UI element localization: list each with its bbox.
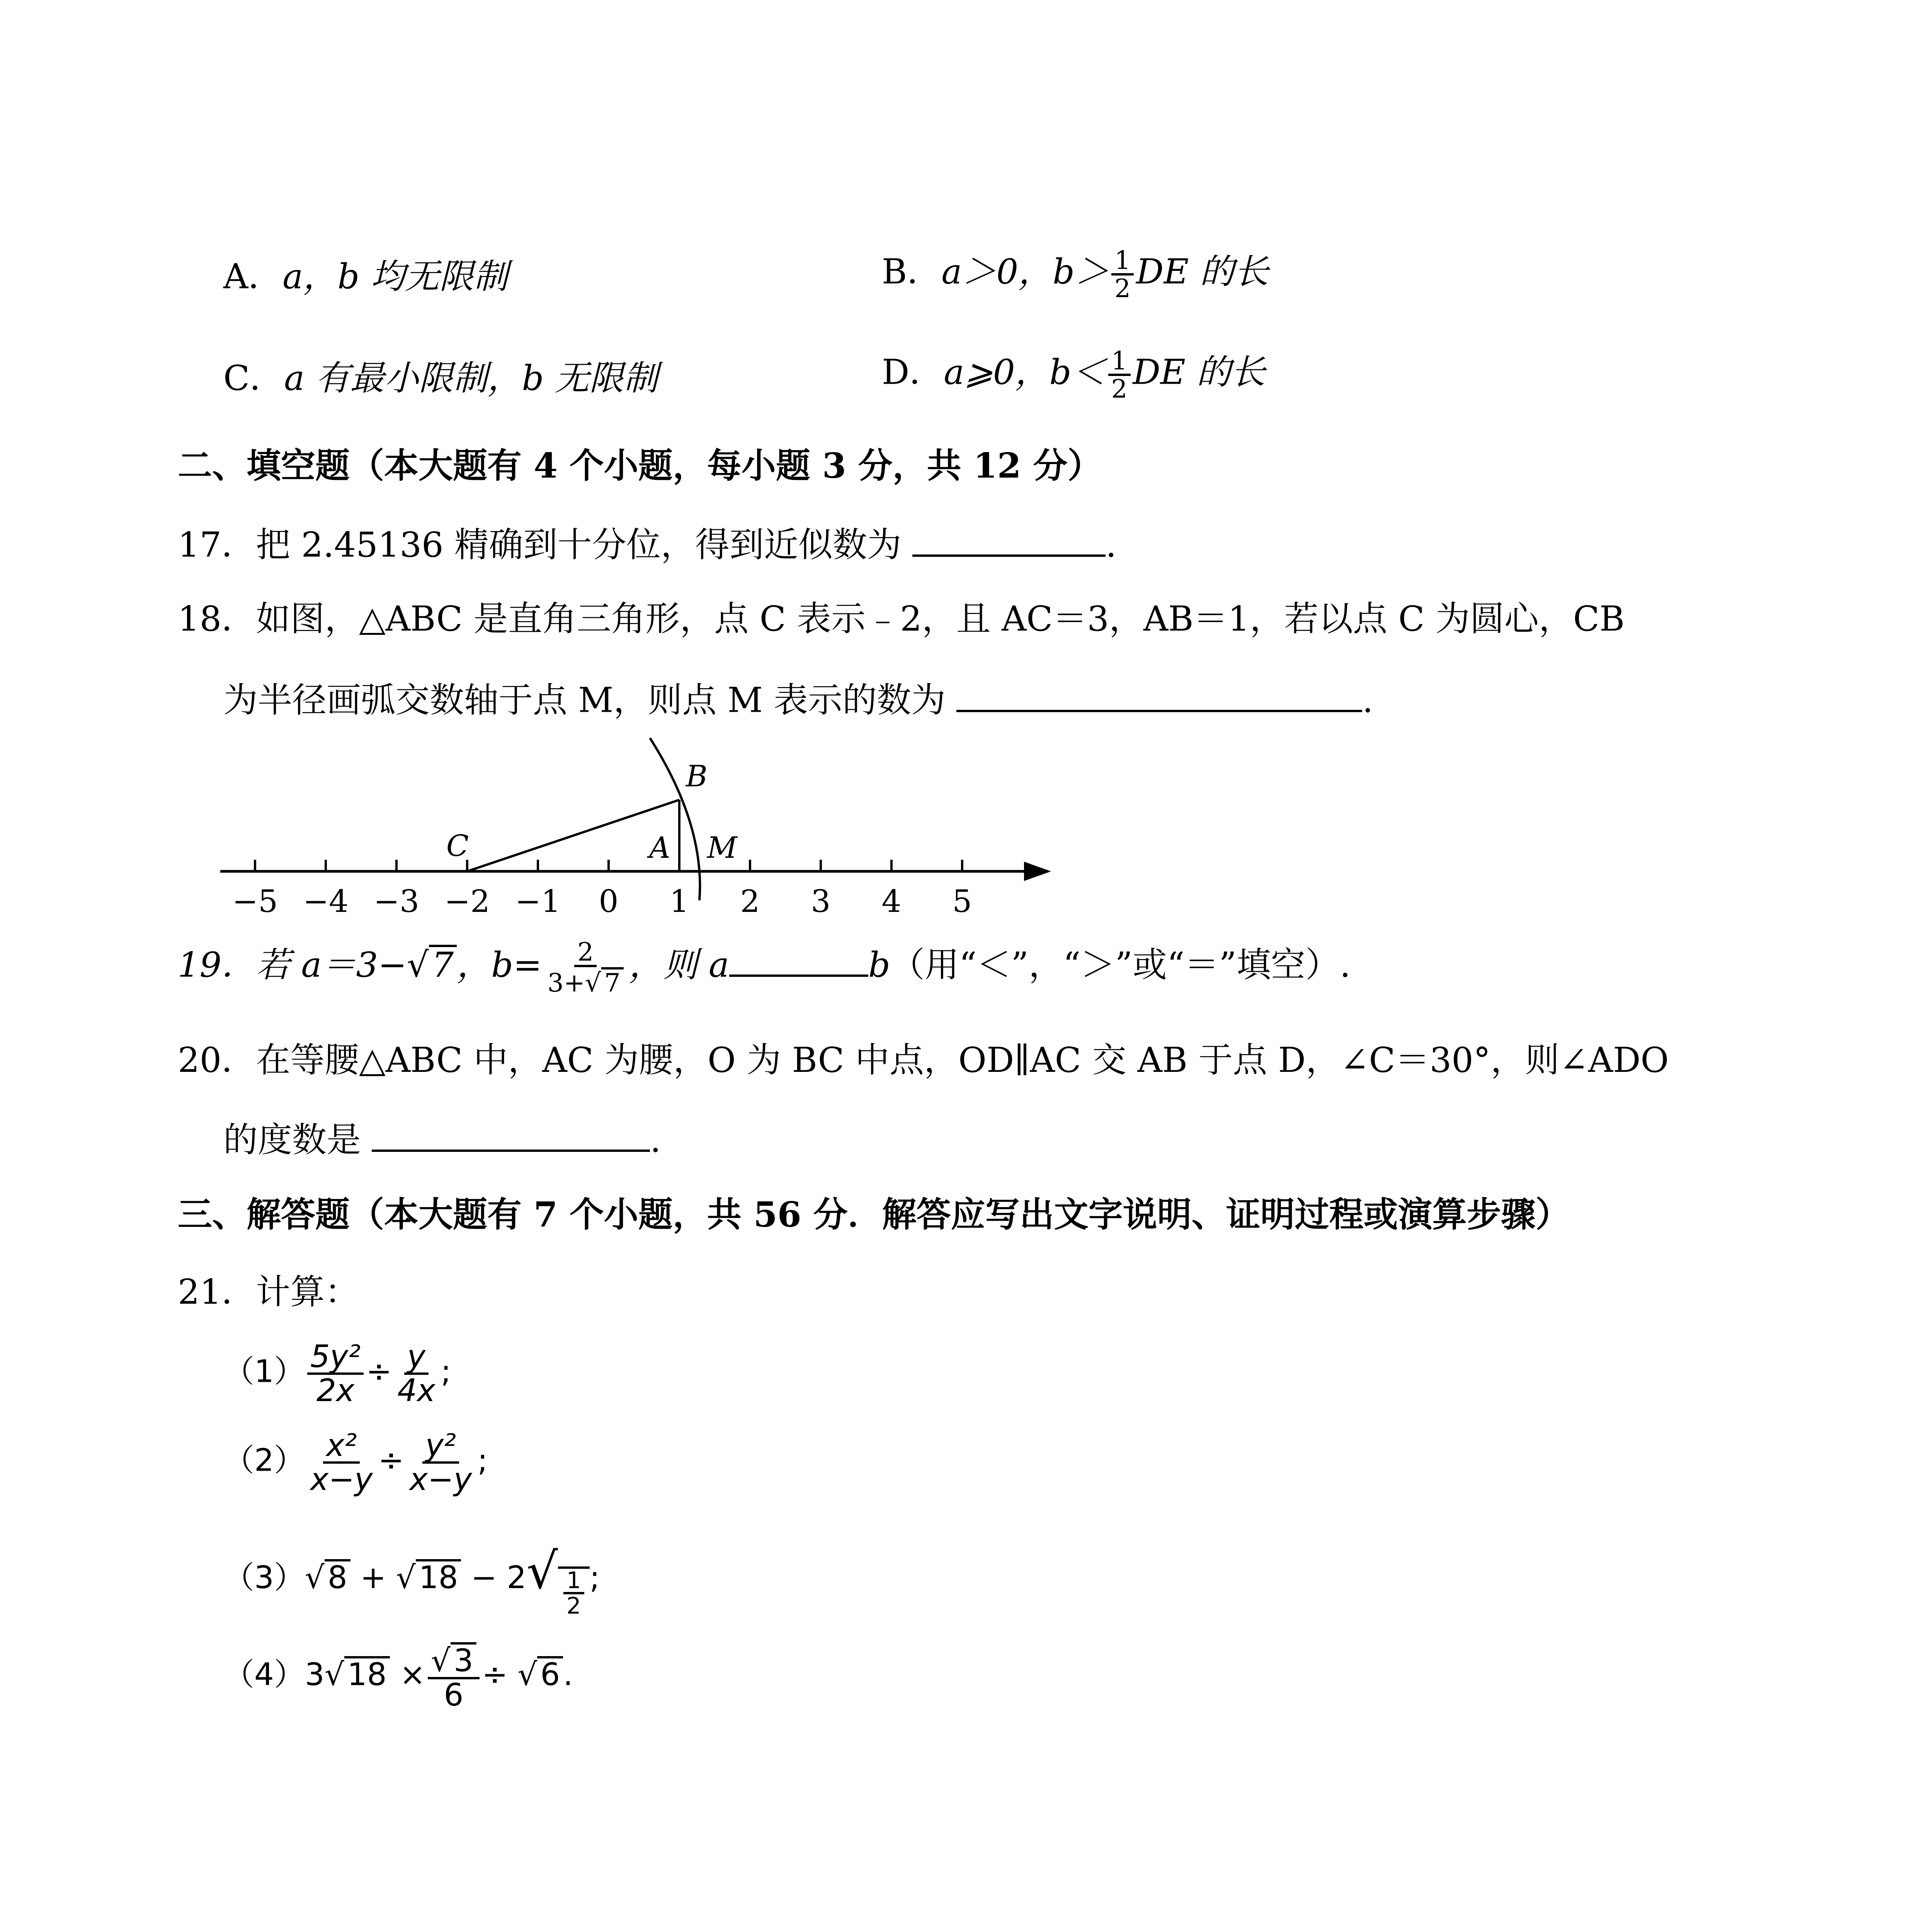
answer-blank[interactable]	[912, 522, 1106, 557]
label-m: M	[707, 830, 737, 865]
fraction-half: $\frac{1}{2}$	[1111, 247, 1134, 301]
label-a: A	[649, 830, 670, 865]
label-c: C	[446, 828, 469, 863]
answer-blank[interactable]	[956, 677, 1362, 712]
tick-marks	[255, 860, 962, 871]
question-20-line2: 的度数是 .	[223, 1117, 661, 1160]
q16-option-a: A．a，b 均无限制	[223, 256, 508, 296]
tick-label: 5	[952, 883, 972, 919]
q16-option-d: D．a⩾0，b＜ $\frac{1}{2}$ DE 的长	[882, 346, 1266, 404]
question-18-line2: 为半径画弧交数轴于点 M，则点 M 表示的数为 .	[223, 677, 1373, 721]
question-18-line1: 18．如图，△ABC 是直角三角形，点 C 表示﹣2，且 AC＝3，AB＝1，若以点 C 为圆心，CB	[178, 599, 1625, 639]
question-19: 19．若 a＝3−√7，b= $\frac{2}{3+√ 7}$ ，则 a b（用“＜”，“＞”或“＝”填空）.	[178, 937, 1351, 998]
segment-cb	[467, 800, 679, 871]
tick-label: 0	[599, 883, 619, 919]
fraction-half: $\frac{1}{2}$	[1108, 348, 1131, 402]
radical-sign: √	[407, 944, 429, 985]
answer-blank[interactable]	[729, 942, 868, 977]
tick-label: −4	[303, 883, 349, 919]
question-20-line1: 20．在等腰△ABC 中，AC 为腰，O 为 BC 中点，OD∥AC 交 AB 于点 D，∠C＝30°，则∠ADO	[178, 1040, 1669, 1080]
arrow-head	[1024, 862, 1051, 881]
question-17: 17．把 2.45136 精确到十分位，得到近似数为 .	[178, 522, 1116, 565]
number-line-figure	[201, 726, 1090, 943]
q21-part-3: （3）√ 8 + √ 18 − 2√ $\frac{1}{2}$ ;	[223, 1543, 600, 1619]
q21-part-4: （4）3√ 18 × $\frac{√ 3}{6}$ ÷ √ 6 .	[223, 1643, 573, 1713]
tick-label: −3	[374, 883, 419, 919]
tick-label: 2	[740, 883, 760, 919]
tick-label: 1	[669, 883, 689, 919]
tick-label: 3	[811, 883, 831, 919]
q21-part-2: （2） $\frac{\text{x²}}{x-y}$ ÷ $\frac{\text{y²}}{x-y}$ ;	[223, 1427, 488, 1497]
tick-label: 4	[881, 883, 902, 919]
tick-label: −1	[515, 883, 561, 919]
section-3-heading: 三、解答题（本大题有 7 个小题，共 56 分．解答应写出文字说明、证明过程或演算步骤）	[178, 1194, 1570, 1235]
question-21-title: 21．计算：	[178, 1272, 359, 1312]
q16-option-c: C．a 有最小限制，b 无限制	[223, 358, 658, 398]
tick-label: −5	[232, 883, 278, 919]
fraction: $\frac{2}{3+√ 7}$	[544, 939, 627, 996]
label-b: B	[686, 759, 708, 793]
tick-labels	[232, 883, 972, 919]
tick-label: −2	[444, 883, 490, 919]
q16-option-b: B．a＞0，b＞ $\frac{1}{2}$ DE 的长	[882, 245, 1269, 304]
q21-part-1: （1） $\frac{\text{5y²}}{2x}$ ÷ $\frac{y}{4x}$ ;	[223, 1338, 451, 1408]
answer-blank[interactable]	[372, 1117, 650, 1152]
section-2-heading: 二、填空题（本大题有 4 个小题，每小题 3 分，共 12 分）	[178, 445, 1102, 486]
